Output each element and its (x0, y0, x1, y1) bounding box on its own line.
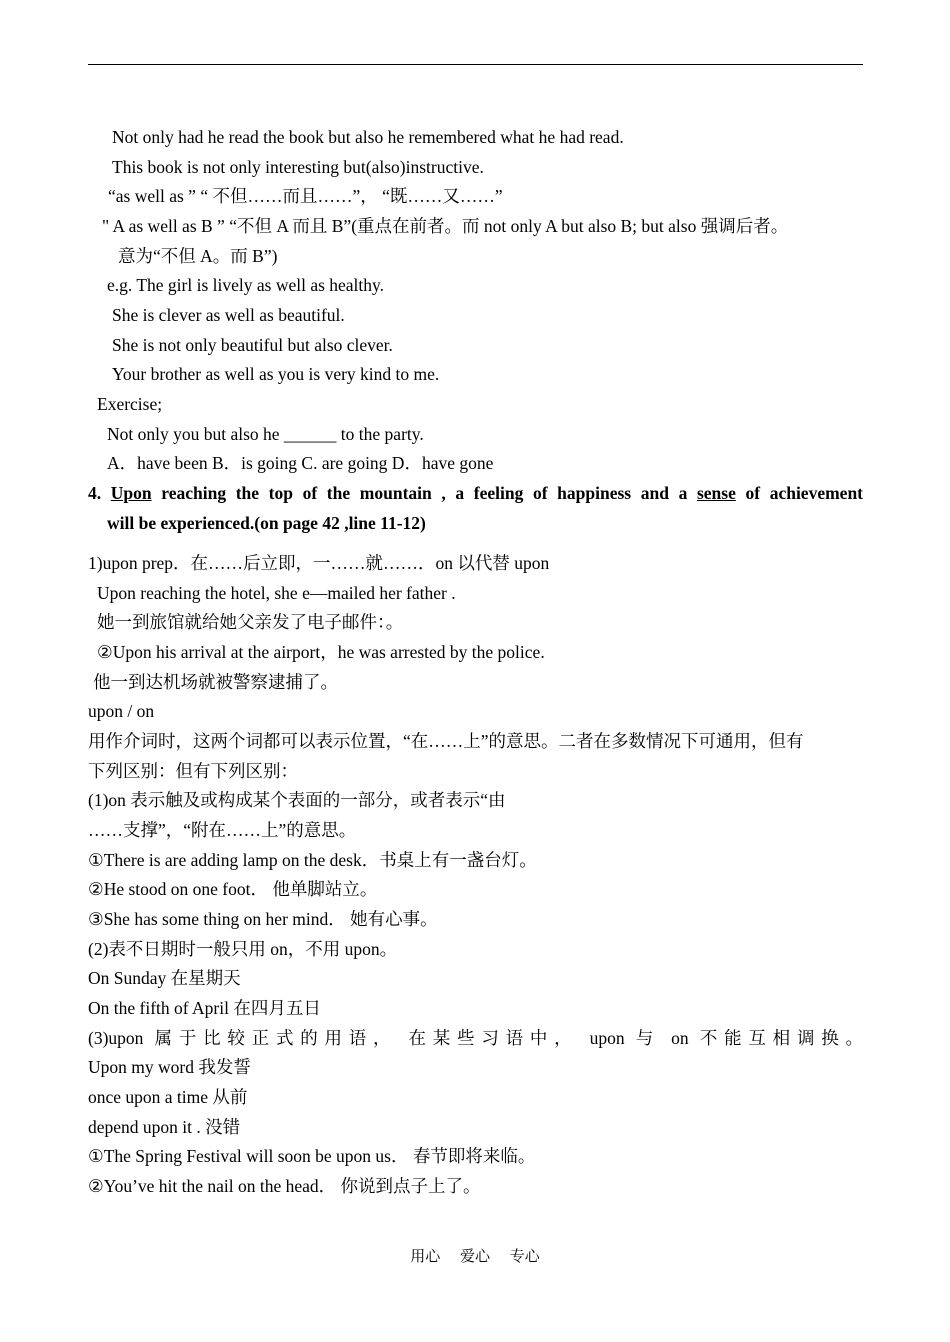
text-line: ①The Spring Festival will soon be upon us． 春节即将来临。 (88, 1146, 536, 1166)
text-line: ②You’ve hit the nail on the head． 你说到点子上了。 (88, 1176, 481, 1196)
heading-number: 4. (88, 483, 111, 503)
text-line: 意为“不但 A。而 B”) (118, 246, 278, 266)
text-line: once upon a time 从前 (88, 1087, 248, 1107)
text-line: (3)upon 属于比较正式的用语， 在某些习语中， upon 与 on 不能互相调换。 (88, 1028, 863, 1048)
text-line: ……支撑”，“附在……上”的意思。 (88, 820, 357, 840)
exercise-options: A．have been B．is going C. are going D．have gone (107, 453, 494, 473)
footer-text: 用心 (410, 1249, 441, 1265)
text-line: (1)on 表示触及或构成某个表面的一部分，或者表示“由 (88, 790, 506, 810)
text-line: 他一到达机场就被警察逮捕了。 (93, 672, 338, 692)
text-line: She is clever as well as beautiful. (112, 305, 345, 325)
heading-text: reaching the top of the mountain , a feeling of happiness and a (151, 483, 697, 503)
text-line: ①There is are adding lamp on the desk．书桌上有一盏台灯。 (88, 850, 537, 870)
text-line: Not only had he read the book but also he remembered what he had read. (112, 127, 624, 147)
text-line: ②He stood on one foot． 他单脚站立。 (88, 879, 378, 899)
header-rule (88, 64, 863, 65)
text-line: This book is not only interesting but(also)instructive. (112, 157, 484, 177)
text-line: ③She has some thing on her mind． 她有心事。 (88, 909, 438, 929)
page-footer (0, 1247, 950, 1267)
text-line: 1)upon prep．在……后立即，一……就……．on 以代替 upon (88, 553, 550, 573)
section-heading (88, 482, 863, 504)
text-line: 她一到旅馆就给她父亲发了电子邮件：。 (97, 612, 404, 632)
heading-text: of achievement (735, 483, 864, 503)
exercise-question: Not only you but also he ______ to the party. (107, 424, 424, 444)
text-line: depend upon it . 没错 (88, 1117, 241, 1137)
text-line: " A as well as B ” “不但 A 而且 B”(重点在前者。而 not only A but also B; but also 强调后者。 (102, 216, 789, 236)
text-line: Upon my word 我发誓 (88, 1057, 251, 1077)
text-line: (2)表不日期时一般只用 on，不用 upon。 (88, 939, 398, 959)
text-line: On Sunday 在星期天 (88, 968, 241, 988)
text-line: On the fifth of April 在四月五日 (88, 998, 321, 1018)
text-line: upon / on (88, 701, 155, 721)
footer-text: 爱心 (459, 1249, 490, 1265)
text-line: “as well as ” “ 不但……而且……”， “既……又……” (108, 186, 503, 206)
footer-text: 专心 (509, 1249, 540, 1265)
text-line: Your brother as well as you is very kind to me. (112, 364, 440, 384)
text-line: e.g. The girl is lively as well as healthy. (107, 275, 385, 295)
exercise-label: Exercise; (97, 394, 163, 414)
underlined-word: Upon (110, 483, 152, 503)
underlined-word: sense (696, 483, 736, 503)
text-line: 用作介词时，这两个词都可以表示位置，“在……上”的意思。二者在多数情况下可通用，但有 (88, 731, 804, 751)
text-line: ②Upon his arrival at the airport，he was arrested by the police. (97, 642, 545, 662)
text-line: 下列区别：但有下列区别： (88, 761, 298, 781)
section-heading-line2: will be experienced.(on page 42 ,line 11-12) (107, 513, 426, 533)
text-line: She is not only beautiful but also clever. (112, 335, 393, 355)
text-line: Upon reaching the hotel, she e—mailed her father . (97, 583, 456, 603)
